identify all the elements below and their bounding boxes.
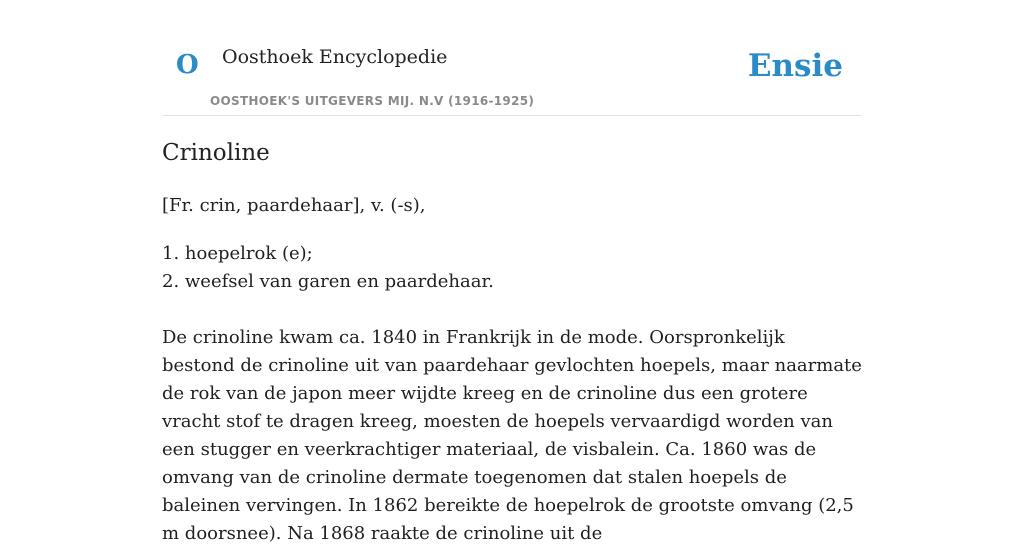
entry-body-paragraph: De crinoline kwam ca. 1840 in Frankrijk in de mode. Oorspronkelijk bestond de crinoline uit van paardehaar gevlochten hoepels, maar naarmate de rok van de japon meer wijdte kreeg en de crinoline dus een grotere vracht stof te dragen kreeg, moesten de hoepels vervaardigd worden van een stugger en veerkrachtiger materiaal, de visbalein. Ca. 1860 was de omvang van de crinoline dermate toegenomen dat stalen hoepels de baleinen vervingen. In 1862 bereikte de hoepelrok de grootste omvang (2,5 m doorsnee). Na 1868 raakte de crinoline uit de bbox=[162, 327, 862, 544]
ensie-brand-link[interactable]: Ensie bbox=[747, 48, 843, 84]
site-title-link[interactable]: Oosthoek Encyclopedie bbox=[222, 46, 448, 68]
entry-title: Crinoline bbox=[162, 140, 270, 166]
site-header bbox=[162, 0, 862, 116]
definitions-list bbox=[162, 240, 494, 296]
logo-icon[interactable]: O bbox=[176, 50, 199, 80]
definition-item: 2. weefsel van garen en paardehaar. bbox=[162, 271, 494, 292]
publisher-subtitle: OOSTHOEK'S UITGEVERS MIJ. N.V (1916-1925) bbox=[210, 94, 535, 108]
definition-item: 1. hoepelrok (e); bbox=[162, 243, 313, 264]
page-container bbox=[162, 0, 862, 544]
etymology-line: [Fr. crin, paardehaar], v. (-s), bbox=[162, 195, 426, 216]
